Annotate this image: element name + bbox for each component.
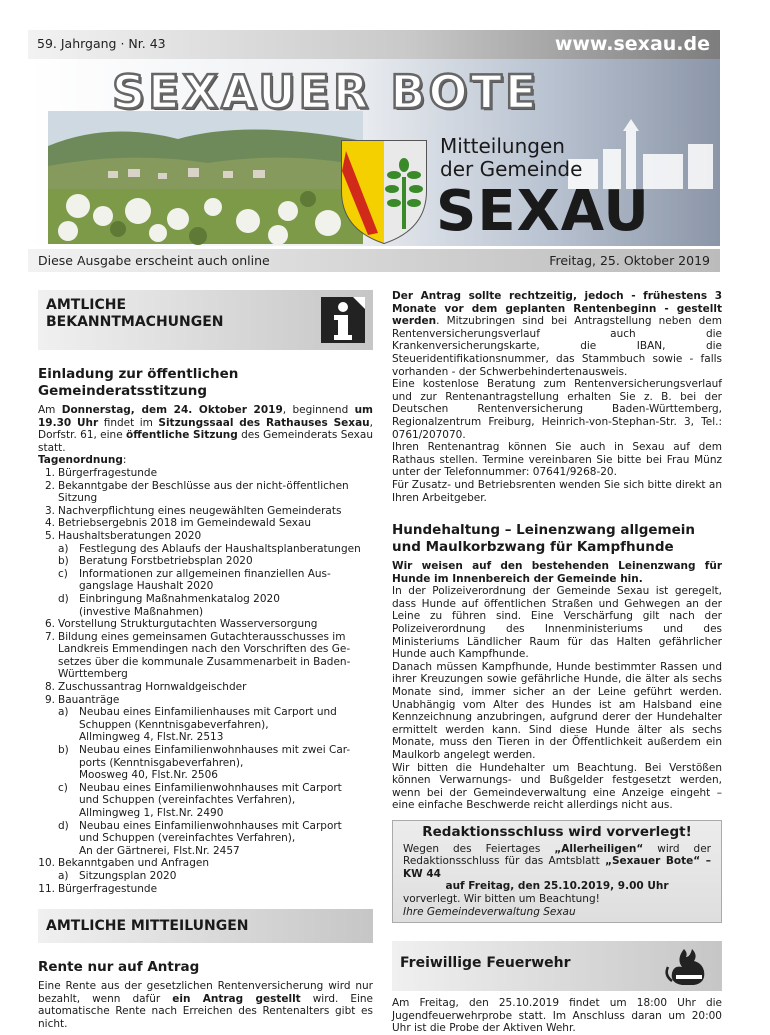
hunde-p1: In der Polizeiverordnung der Gemeinde Sexau ist geregelt, dass Hunde auf öffentlichen Straßen und Gehwegen an der Leine zu führen sind. Eine Verschärfung gilt nach der Polizeiverordnung des Innenministeriums und des Ministeriums Ländlicher Raum für das Halten gefährlicher Hunde auch Kampfhunde. <box>392 585 722 661</box>
agenda-item: 7. Bildung eines gemeinsamen Gutachterausschusses im Landkreis Emmendingen nach den Vorschriften des Ge- setzes über die kommunale Zusammenarbeit in Baden- Württemberg <box>44 630 351 681</box>
agenda-item: 5. Haushaltsberatungen 2020 <box>44 529 202 542</box>
notice-deadline: auf Freitag, den 25.10.2019, 9.00 Uhr <box>445 880 669 893</box>
issue-label: 59. Jahrgang · Nr. 43 <box>37 36 166 51</box>
article-heading-rente: Rente nur auf Antrag <box>38 959 200 976</box>
agenda-item: b) Beratung Forstbetriebsplan 2020 <box>58 555 253 568</box>
agenda-item: 1. Bürgerfragestunde <box>44 466 158 479</box>
right-column <box>392 290 722 1035</box>
article-heading-einladung: Einladung zur öffentlichen Gemeinderatsstitzung <box>38 366 239 399</box>
left-column <box>38 290 373 1031</box>
section-header-bekanntmachungen <box>38 290 373 350</box>
town-name: SEXAU <box>436 179 650 244</box>
rente-text: Eine Rente aus der gesetzlichen Rentenversicherung wird nur bezahlt, wenn dafür ein Antrag gestellt wird. Eine automatische Rente nach Erreichen des Rentenalters gibt es nicht. <box>38 980 374 1030</box>
section-title-mitteilungen: AMTLICHE MITTEILUNGEN <box>46 918 249 935</box>
coat-of-arms-icon <box>338 137 430 245</box>
notice-box <box>392 820 722 923</box>
rente-cont-1: Der Antrag sollte rechtzeitig, jedoch - frühestens 3 Monate vor dem geplanten Rentenbeginn - gestellt werden. Mitzubringen sind bei Antragstellung neben dem Rentenversicherungsverlauf auch die Krankenversicherungskarte, die IBAN, die Steueridentifikationsnummer, das Stammbuch sowie - falls vorhanden - der Schwerbehindertenausweis. <box>392 290 722 378</box>
notice-title: Redaktionsschluss wird vorverlegt! <box>422 823 692 840</box>
agenda-item: 2. Bekanntgabe der Beschlüsse aus der nicht-öffentlichen Sitzung <box>44 479 349 505</box>
hunde-lead: Wir weisen auf den bestehenden Leinenzwang für Hunde im Innenbereich der Gemeinde hin. <box>392 560 722 585</box>
agenda-item: a) Sitzungsplan 2020 <box>58 869 177 882</box>
agenda-item: 6. Vorstellung Strukturgutachten Wasserversorgung <box>44 618 318 631</box>
section-title-feuerwehr: Freiwillige Feuerwehr <box>400 955 571 972</box>
agenda-item: 9. Bauanträge <box>44 693 120 706</box>
subtitle-line2: der Gemeinde <box>440 157 583 181</box>
sub-bar <box>28 249 720 272</box>
agenda-item: 8. Zuschussantrag Hornwaldgeischder <box>44 681 247 694</box>
rente-cont-3: Ihren Rentenantrag können Sie auch in Sexau auf dem Rathaus stellen. Termine vereinbaren Sie bitte bei Frau Münz unter der Telefonnummer: 07641/9268-20. <box>392 441 722 479</box>
notice-text: Wegen des Feiertages „Allerheiligen“ wird der Redaktionsschluss für das Amtsblatt „Sexauer Bote“ – KW 44 <box>403 842 712 880</box>
agenda-item: d) Einbringung Maßnahmenkatalog 2020 (investive Maßnahmen) <box>58 592 280 618</box>
agenda-label: Tagenordnung: <box>38 454 127 467</box>
issue-date: Freitag, 25. Oktober 2019 <box>549 253 710 268</box>
agenda-item: 4. Betriebsergebnis 2018 im Gemeindewald Sexau <box>44 517 312 530</box>
agenda-item: 3. Nachverpflichtung eines neugewählten Gemeinderats <box>44 504 342 517</box>
agenda-item: b) Neubau eines Einfamilienwohnhauses mit zwei Car- ports (Kenntnisgabeverfahren), Moosweg 40, Flst.Nr. 2506 <box>58 744 351 782</box>
hunde-p2: Danach müssen Kampfhunde, Hunde bestimmter Rassen und ihrer Kreuzungen sowie gefährliche Hunde, die älter als sechs Monate sind, immer sicher an der Leine geführt werden. Unabhängig vom Alter des Hundes ist am Halsband eine Kennzeichnung anzubringen, aufgrund derer der Hundehalter ermittelt werden kann. Sind diese Hunde älter als sechs Monate, muss den Tieren in der Öffentlichkeit außerdem ein Maulkorb angelegt werden. <box>392 660 722 761</box>
info-icon <box>317 293 369 347</box>
section-title-line1: AMTLICHE <box>46 297 127 313</box>
hunde-p3: Wir bitten die Hundehalter um Beachtung. Bei Verstößen können Verwarnungs- und Bußgelder festgesetzt werden, wenn bei der Gemeindeverwaltung eine Anzeige eingeht – eine einfache Beschwerde reicht allerdings nicht aus. <box>392 761 722 812</box>
agenda-item: 11. Bürgerfragestunde <box>38 882 158 895</box>
agenda-item: 10. Bekanntgaben und Anfragen <box>38 857 210 870</box>
village-photo <box>48 111 363 244</box>
agenda-list <box>38 467 373 895</box>
agenda-item: a) Neubau eines Einfamilienhauses mit Carport und Schuppen (Kenntnisgabeverfahren), Allmingweg 4, Flst.Nr. 2513 <box>58 706 337 744</box>
agenda-item: c) Neubau eines Einfamilienwohnhauses mit Carport und Schuppen (vereinfachtes Verfahren), Allmingweg 1, Flst.Nr. 2490 <box>58 781 342 819</box>
fire-brigade-icon <box>662 945 714 989</box>
notice-request: vorverlegt. Wir bitten um Beachtung! <box>403 892 600 905</box>
agenda-item: d) Neubau eines Einfamilienwohnhauses mit Carport und Schuppen (vereinfachtes Verfahren), An der Gärtnerei, Flst.Nr. 2457 <box>58 819 342 857</box>
rente-cont-2: Eine kostenlose Beratung zum Rentenversicherungsverlauf und zur Rentenantragstellung erhalten Sie z. B. bei der Deutschen Rentenversicherung Baden-Württemberg, Regionalzentrum Freiburg, Heinrich-von-Stephan-Str. 3, Tel.: 0761/207070. <box>392 378 722 441</box>
section-title-line2: BEKANNTMACHUNGEN <box>46 314 224 330</box>
online-note: Diese Ausgabe erscheint auch online <box>38 253 270 268</box>
subtitle-line1: Mitteilungen <box>440 134 565 158</box>
section-header-feuerwehr <box>392 941 722 991</box>
section-header-mitteilungen <box>38 909 373 943</box>
agenda-item: c) Informationen zur allgemeinen finanziellen Aus- gangslage Haushalt 2020 <box>58 567 331 593</box>
feuerwehr-text: Am Freitag, den 25.10.2019 findet um 18:00 Uhr die Jugendfeuerwehrprobe statt. Im Anschluss daran um 20:00 Uhr ist die Probe der Aktiven Wehr. <box>392 997 722 1035</box>
top-bar <box>28 30 720 59</box>
article-heading-hunde: Hundehaltung – Leinenzwang allgemein und Maulkorbzwang für Kampfhunde <box>392 522 695 556</box>
notice-signature: Ihre Gemeindeverwaltung Sexau <box>403 905 576 918</box>
website-link[interactable]: www.sexau.de <box>554 33 710 55</box>
agenda-item: a) Festlegung des Ablaufs der Haushaltsplanberatungen <box>58 542 361 555</box>
masthead <box>28 59 720 246</box>
rente-cont-4: Für Zusatz- und Betriebsrenten wenden Sie sich bitte direkt an Ihren Arbeitgeber. <box>392 478 722 504</box>
article-intro: Am Donnerstag, dem 24. Oktober 2019, beginnend um 19.30 Uhr findet im Sitzungssaal des Rathauses Sexau, Dorfstr. 61, eine öffentliche Sitzung des Gemeinderats Sexau statt. <box>38 404 373 454</box>
newspaper-title: SEXAUER BOTE <box>112 65 540 119</box>
